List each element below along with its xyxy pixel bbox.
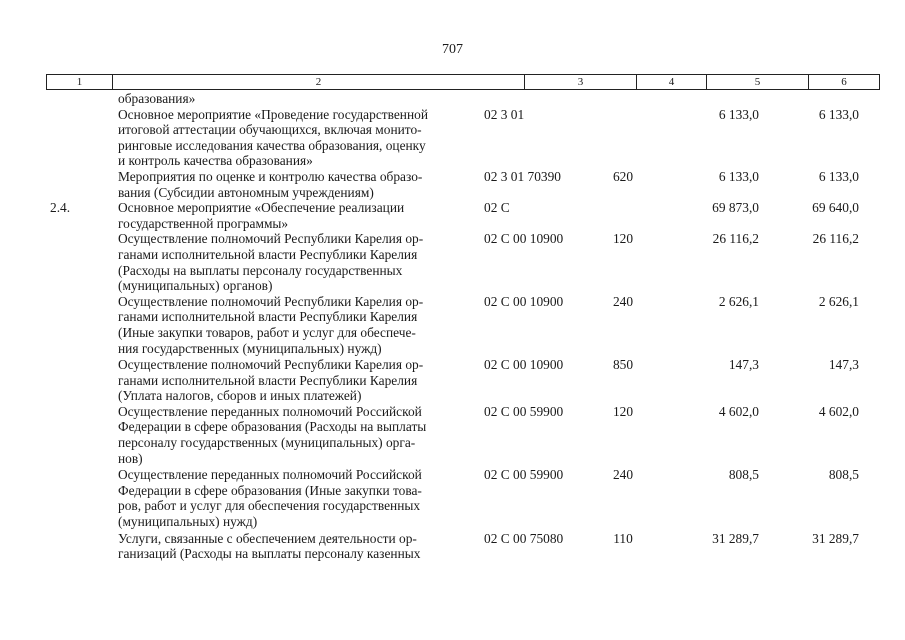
amount-col-6: 147,3 bbox=[828, 357, 859, 373]
page-number: 707 bbox=[442, 42, 463, 57]
description-line: Осуществление полномочий Республики Карелия ор- bbox=[118, 357, 424, 373]
amount-col-6: 4 602,0 bbox=[818, 403, 859, 419]
row-description bbox=[118, 357, 473, 404]
header-col-2: 2 bbox=[113, 75, 525, 89]
table-row bbox=[0, 107, 905, 169]
description-line: Основное мероприятие «Обеспечение реализации bbox=[118, 200, 405, 216]
amount-col-5: 147,3 bbox=[728, 357, 759, 373]
amount-col-5: 4 602,0 bbox=[718, 403, 759, 419]
table-row bbox=[0, 531, 905, 562]
header-col-5: 5 bbox=[707, 75, 809, 89]
target-code: 02 С 00 59900 bbox=[484, 467, 564, 483]
description-line: ринговые исследования качества образования, оценку bbox=[118, 137, 426, 153]
row-description bbox=[118, 169, 473, 200]
description-line: Услуги, связанные с обеспечением деятельности ор- bbox=[118, 530, 417, 546]
row-description bbox=[118, 294, 473, 356]
description-line: образования» bbox=[118, 91, 196, 106]
description-line: ния государственных (муниципальных) нужд) bbox=[118, 340, 382, 356]
description-line: Федерации в сфере образования (Расходы на выплаты bbox=[118, 419, 427, 435]
description-line: государственной программы» bbox=[118, 215, 289, 231]
description-line: вания (Субсидии автономным учреждениям) bbox=[118, 184, 374, 200]
description-line: итоговой аттестации обучающихся, включая монито- bbox=[118, 122, 422, 138]
description-line: и контроль качества образования» bbox=[118, 153, 313, 169]
description-line: Осуществление переданных полномочий Российской bbox=[118, 403, 422, 419]
header-col-4: 4 bbox=[637, 75, 707, 89]
target-code: 02 С 00 10900 bbox=[484, 357, 564, 373]
expense-type: 110 bbox=[613, 530, 633, 546]
amount-col-5: 6 133,0 bbox=[718, 168, 759, 184]
table-row bbox=[0, 467, 905, 529]
description-line: Основное мероприятие «Проведение государственной bbox=[118, 106, 428, 122]
header-col-3: 3 bbox=[525, 75, 637, 89]
target-code: 02 С 00 75080 bbox=[484, 530, 564, 546]
row-description bbox=[118, 467, 473, 529]
table-row bbox=[0, 357, 905, 404]
table-row bbox=[0, 231, 905, 293]
table-row bbox=[0, 404, 905, 466]
row-description bbox=[118, 200, 473, 231]
amount-col-5: 69 873,0 bbox=[712, 200, 759, 216]
table-row bbox=[0, 200, 905, 231]
target-code: 02 С 00 10900 bbox=[484, 231, 564, 247]
amount-col-6: 2 626,1 bbox=[818, 293, 859, 309]
header-col-6: 6 bbox=[841, 76, 847, 88]
amount-col-5: 2 626,1 bbox=[718, 293, 759, 309]
amount-col-6: 6 133,0 bbox=[818, 168, 859, 184]
description-line: Мероприятия по оценке и контролю качества образо- bbox=[118, 168, 423, 184]
description-line: Федерации в сфере образования (Иные закупки това- bbox=[118, 482, 422, 498]
row-number: 2.4. bbox=[50, 200, 71, 216]
table-row bbox=[0, 91, 905, 107]
amount-col-6: 808,5 bbox=[828, 467, 859, 483]
description-line: Осуществление переданных полномочий Российской bbox=[118, 467, 422, 483]
amount-col-5: 31 289,7 bbox=[712, 530, 759, 546]
expense-type: 120 bbox=[612, 231, 634, 247]
amount-col-5: 808,5 bbox=[728, 467, 759, 483]
description-line: ганами исполнительной власти Республики Карелия bbox=[118, 309, 418, 325]
target-code: 02 С 00 10900 bbox=[484, 293, 564, 309]
expense-type: 240 bbox=[612, 467, 634, 483]
table-row bbox=[0, 169, 905, 200]
header-col-1: 1 bbox=[47, 75, 113, 89]
expense-type: 850 bbox=[612, 357, 634, 373]
row-description bbox=[118, 107, 473, 169]
amount-col-6: 31 289,7 bbox=[812, 530, 859, 546]
row-description bbox=[118, 231, 473, 293]
expense-type: 240 bbox=[612, 293, 634, 309]
target-code: 02 3 01 70390 bbox=[484, 168, 561, 184]
description-line: нов) bbox=[118, 450, 143, 466]
description-line: ров, работ и услуг для обеспечения государственных bbox=[118, 498, 421, 514]
description-line: Осуществление полномочий Республики Карелия ор- bbox=[118, 293, 424, 309]
description-line: ганизаций (Расходы на выплаты персоналу казенных bbox=[118, 546, 421, 562]
description-line: (муниципальных) нужд) bbox=[118, 514, 258, 530]
table-body bbox=[0, 91, 905, 562]
amount-col-5: 26 116,2 bbox=[712, 231, 759, 247]
amount-col-5: 6 133,0 bbox=[718, 106, 759, 122]
table-row bbox=[0, 294, 905, 356]
expense-type: 620 bbox=[612, 168, 634, 184]
description-line: Осуществление полномочий Республики Карелия ор- bbox=[118, 231, 424, 247]
description-line: (муниципальных) органов) bbox=[118, 278, 273, 294]
row-description bbox=[118, 404, 473, 466]
amount-col-6: 69 640,0 bbox=[812, 200, 859, 216]
description-line: ганами исполнительной власти Республики Карелия bbox=[118, 246, 418, 262]
target-code: 02 С bbox=[484, 200, 510, 216]
target-code: 02 3 01 bbox=[484, 106, 525, 122]
amount-col-6: 26 116,2 bbox=[812, 231, 859, 247]
description-line: (Уплата налогов, сборов и иных платежей) bbox=[118, 388, 362, 404]
expense-type: 120 bbox=[612, 403, 634, 419]
description-line: (Иные закупки товаров, работ и услуг для обеспече- bbox=[118, 324, 416, 340]
description-line: персоналу государственных (муниципальных) орга- bbox=[118, 435, 416, 451]
description-line: ганами исполнительной власти Республики Карелия bbox=[118, 372, 418, 388]
amount-col-6: 6 133,0 bbox=[818, 106, 859, 122]
row-description bbox=[118, 531, 473, 562]
table-header bbox=[46, 74, 880, 90]
description-line: (Расходы на выплаты персоналу государственных bbox=[118, 262, 403, 278]
row-description bbox=[118, 91, 473, 107]
target-code: 02 С 00 59900 bbox=[484, 403, 564, 419]
